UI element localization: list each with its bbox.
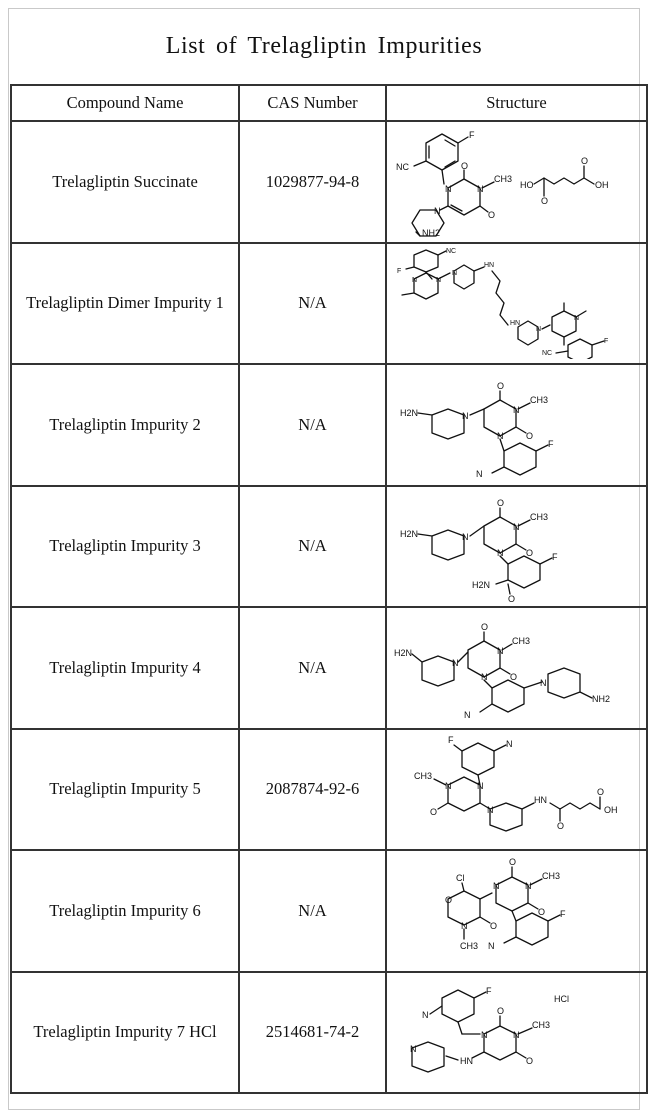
svg-text:HN: HN xyxy=(459,1056,473,1067)
svg-text:N: N xyxy=(444,183,451,194)
cas-number-cell: 2514681-74-2 xyxy=(239,972,386,1094)
table-row xyxy=(11,607,647,729)
column-header-structure: Structure xyxy=(386,85,647,121)
svg-text:CH3: CH3 xyxy=(529,512,548,523)
svg-text:CH3: CH3 xyxy=(529,394,548,405)
svg-text:HN: HN xyxy=(533,795,547,806)
svg-text:O: O xyxy=(496,380,504,391)
svg-text:HO: HO xyxy=(519,179,533,190)
structure-cell xyxy=(386,607,647,729)
svg-text:N: N xyxy=(496,548,503,559)
svg-text:CH3: CH3 xyxy=(493,173,512,184)
svg-text:N: N xyxy=(480,671,487,682)
svg-text:F: F xyxy=(468,129,474,140)
svg-text:CH3: CH3 xyxy=(541,870,560,881)
svg-text:N: N xyxy=(573,315,579,323)
svg-text:O: O xyxy=(460,160,468,171)
compound-name-cell: Trelagliptin Impurity 3 xyxy=(11,486,239,608)
svg-text:O: O xyxy=(537,906,545,917)
chemical-structure-image xyxy=(392,247,642,359)
svg-text:N: N xyxy=(496,645,503,656)
svg-text:N: N xyxy=(486,805,493,816)
compound-name-cell: Trelagliptin Dimer Impurity 1 xyxy=(11,243,239,365)
svg-text:O: O xyxy=(487,209,495,220)
svg-text:N: N xyxy=(460,920,467,931)
svg-text:H2N: H2N xyxy=(393,647,412,658)
chemical-structure-image xyxy=(392,490,642,602)
svg-text:N: N xyxy=(505,739,512,750)
svg-text:CH3: CH3 xyxy=(413,771,432,782)
svg-text:OH: OH xyxy=(594,179,608,190)
svg-text:O: O xyxy=(525,1056,533,1067)
svg-text:NC: NC xyxy=(445,248,456,256)
column-header-cas-number: CAS Number xyxy=(239,85,386,121)
table-row xyxy=(11,729,647,851)
structure-cell xyxy=(386,486,647,608)
svg-text:F: F xyxy=(485,986,491,997)
svg-text:N: N xyxy=(476,781,483,792)
chemical-structure-image xyxy=(392,733,642,845)
svg-text:O: O xyxy=(496,1006,504,1017)
svg-text:O: O xyxy=(429,807,437,818)
svg-text:O: O xyxy=(540,195,548,206)
svg-text:O: O xyxy=(525,548,533,559)
column-header-compound-name: Compound Name xyxy=(11,85,239,121)
svg-text:N: N xyxy=(409,1044,416,1055)
svg-text:N: N xyxy=(512,522,519,533)
chemical-structure-image xyxy=(392,369,642,481)
svg-text:N: N xyxy=(461,532,468,543)
cas-number-cell: N/A xyxy=(239,607,386,729)
svg-text:N: N xyxy=(512,404,519,415)
svg-text:O: O xyxy=(444,894,452,905)
compound-name-cell: Trelagliptin Impurity 2 xyxy=(11,364,239,486)
svg-text:N: N xyxy=(535,326,541,334)
svg-text:H2N: H2N xyxy=(399,529,418,540)
svg-text:O: O xyxy=(556,821,564,832)
svg-text:F: F xyxy=(551,552,557,563)
svg-text:OH: OH xyxy=(603,805,617,816)
compound-name-cell: Trelagliptin Impurity 7 HCl xyxy=(11,972,239,1094)
svg-text:O: O xyxy=(596,787,604,798)
svg-text:N: N xyxy=(476,183,483,194)
svg-text:NH2: NH2 xyxy=(421,227,440,238)
compound-name-cell: Trelagliptin Impurity 4 xyxy=(11,607,239,729)
svg-text:N: N xyxy=(421,1010,428,1021)
svg-text:F: F xyxy=(559,908,565,919)
page-title: List of Trelagliptin Impurities xyxy=(165,32,483,59)
svg-text:N: N xyxy=(433,205,440,216)
document-sheet xyxy=(8,8,640,1110)
svg-text:N: N xyxy=(539,677,546,688)
svg-text:NH2: NH2 xyxy=(591,693,610,704)
table-row xyxy=(11,121,647,243)
svg-text:CH3: CH3 xyxy=(459,940,478,951)
cas-number-cell: N/A xyxy=(239,850,386,972)
chemical-structure-image xyxy=(392,855,642,967)
svg-text:N: N xyxy=(487,940,494,951)
svg-text:O: O xyxy=(489,920,497,931)
compound-name-cell: Trelagliptin Succinate xyxy=(11,121,239,243)
svg-text:CH3: CH3 xyxy=(511,635,530,646)
svg-text:N: N xyxy=(451,270,457,278)
svg-text:F: F xyxy=(547,438,553,449)
compound-name-cell: Trelagliptin Impurity 6 xyxy=(11,850,239,972)
svg-text:N: N xyxy=(435,277,441,285)
svg-text:N: N xyxy=(463,709,470,720)
structure-cell xyxy=(386,729,647,851)
table-row xyxy=(11,850,647,972)
svg-text:H2N: H2N xyxy=(399,407,418,418)
structure-cell xyxy=(386,972,647,1094)
svg-text:N: N xyxy=(496,430,503,441)
cas-number-cell: N/A xyxy=(239,486,386,608)
svg-text:N: N xyxy=(524,880,531,891)
structure-cell xyxy=(386,850,647,972)
svg-text:F: F xyxy=(396,268,401,276)
svg-text:N: N xyxy=(512,1030,519,1041)
svg-text:N: N xyxy=(492,880,499,891)
structure-cell xyxy=(386,243,647,365)
compound-name-cell: Trelagliptin Impurity 5 xyxy=(11,729,239,851)
table-row xyxy=(11,364,647,486)
svg-text:O: O xyxy=(507,594,515,603)
svg-text:HN: HN xyxy=(483,262,494,270)
chemical-structure-image xyxy=(392,126,642,238)
svg-text:CH3: CH3 xyxy=(531,1020,550,1031)
table-row xyxy=(11,243,647,365)
svg-text:O: O xyxy=(580,155,588,166)
svg-text:N: N xyxy=(461,410,468,421)
svg-text:Cl: Cl xyxy=(455,872,464,883)
cas-number-cell: 2087874-92-6 xyxy=(239,729,386,851)
svg-text:F: F xyxy=(447,735,453,746)
svg-text:O: O xyxy=(496,498,504,509)
svg-text:N: N xyxy=(411,277,417,285)
svg-text:NC: NC xyxy=(541,350,552,358)
svg-text:HN: HN xyxy=(509,320,520,328)
table-row xyxy=(11,486,647,608)
svg-text:O: O xyxy=(480,621,488,632)
svg-text:HCl: HCl xyxy=(553,994,569,1005)
structure-cell xyxy=(386,364,647,486)
cas-number-cell: 1029877-94-8 xyxy=(239,121,386,243)
cas-number-cell: N/A xyxy=(239,364,386,486)
svg-text:N: N xyxy=(451,657,458,668)
cas-number-cell: N/A xyxy=(239,243,386,365)
impurities-table xyxy=(10,84,648,1094)
table-header-row xyxy=(11,85,647,121)
table-row xyxy=(11,972,647,1094)
chemical-structure-image xyxy=(392,612,642,724)
svg-text:O: O xyxy=(509,671,517,682)
svg-text:F: F xyxy=(603,338,608,346)
svg-text:O: O xyxy=(508,856,516,867)
svg-text:H2N: H2N xyxy=(471,580,490,591)
svg-text:NC: NC xyxy=(395,161,409,172)
svg-text:N: N xyxy=(444,781,451,792)
svg-text:O: O xyxy=(525,430,533,441)
svg-text:N: N xyxy=(475,468,482,479)
chemical-structure-image xyxy=(392,976,642,1088)
structure-cell xyxy=(386,121,647,243)
svg-text:N: N xyxy=(480,1030,487,1041)
